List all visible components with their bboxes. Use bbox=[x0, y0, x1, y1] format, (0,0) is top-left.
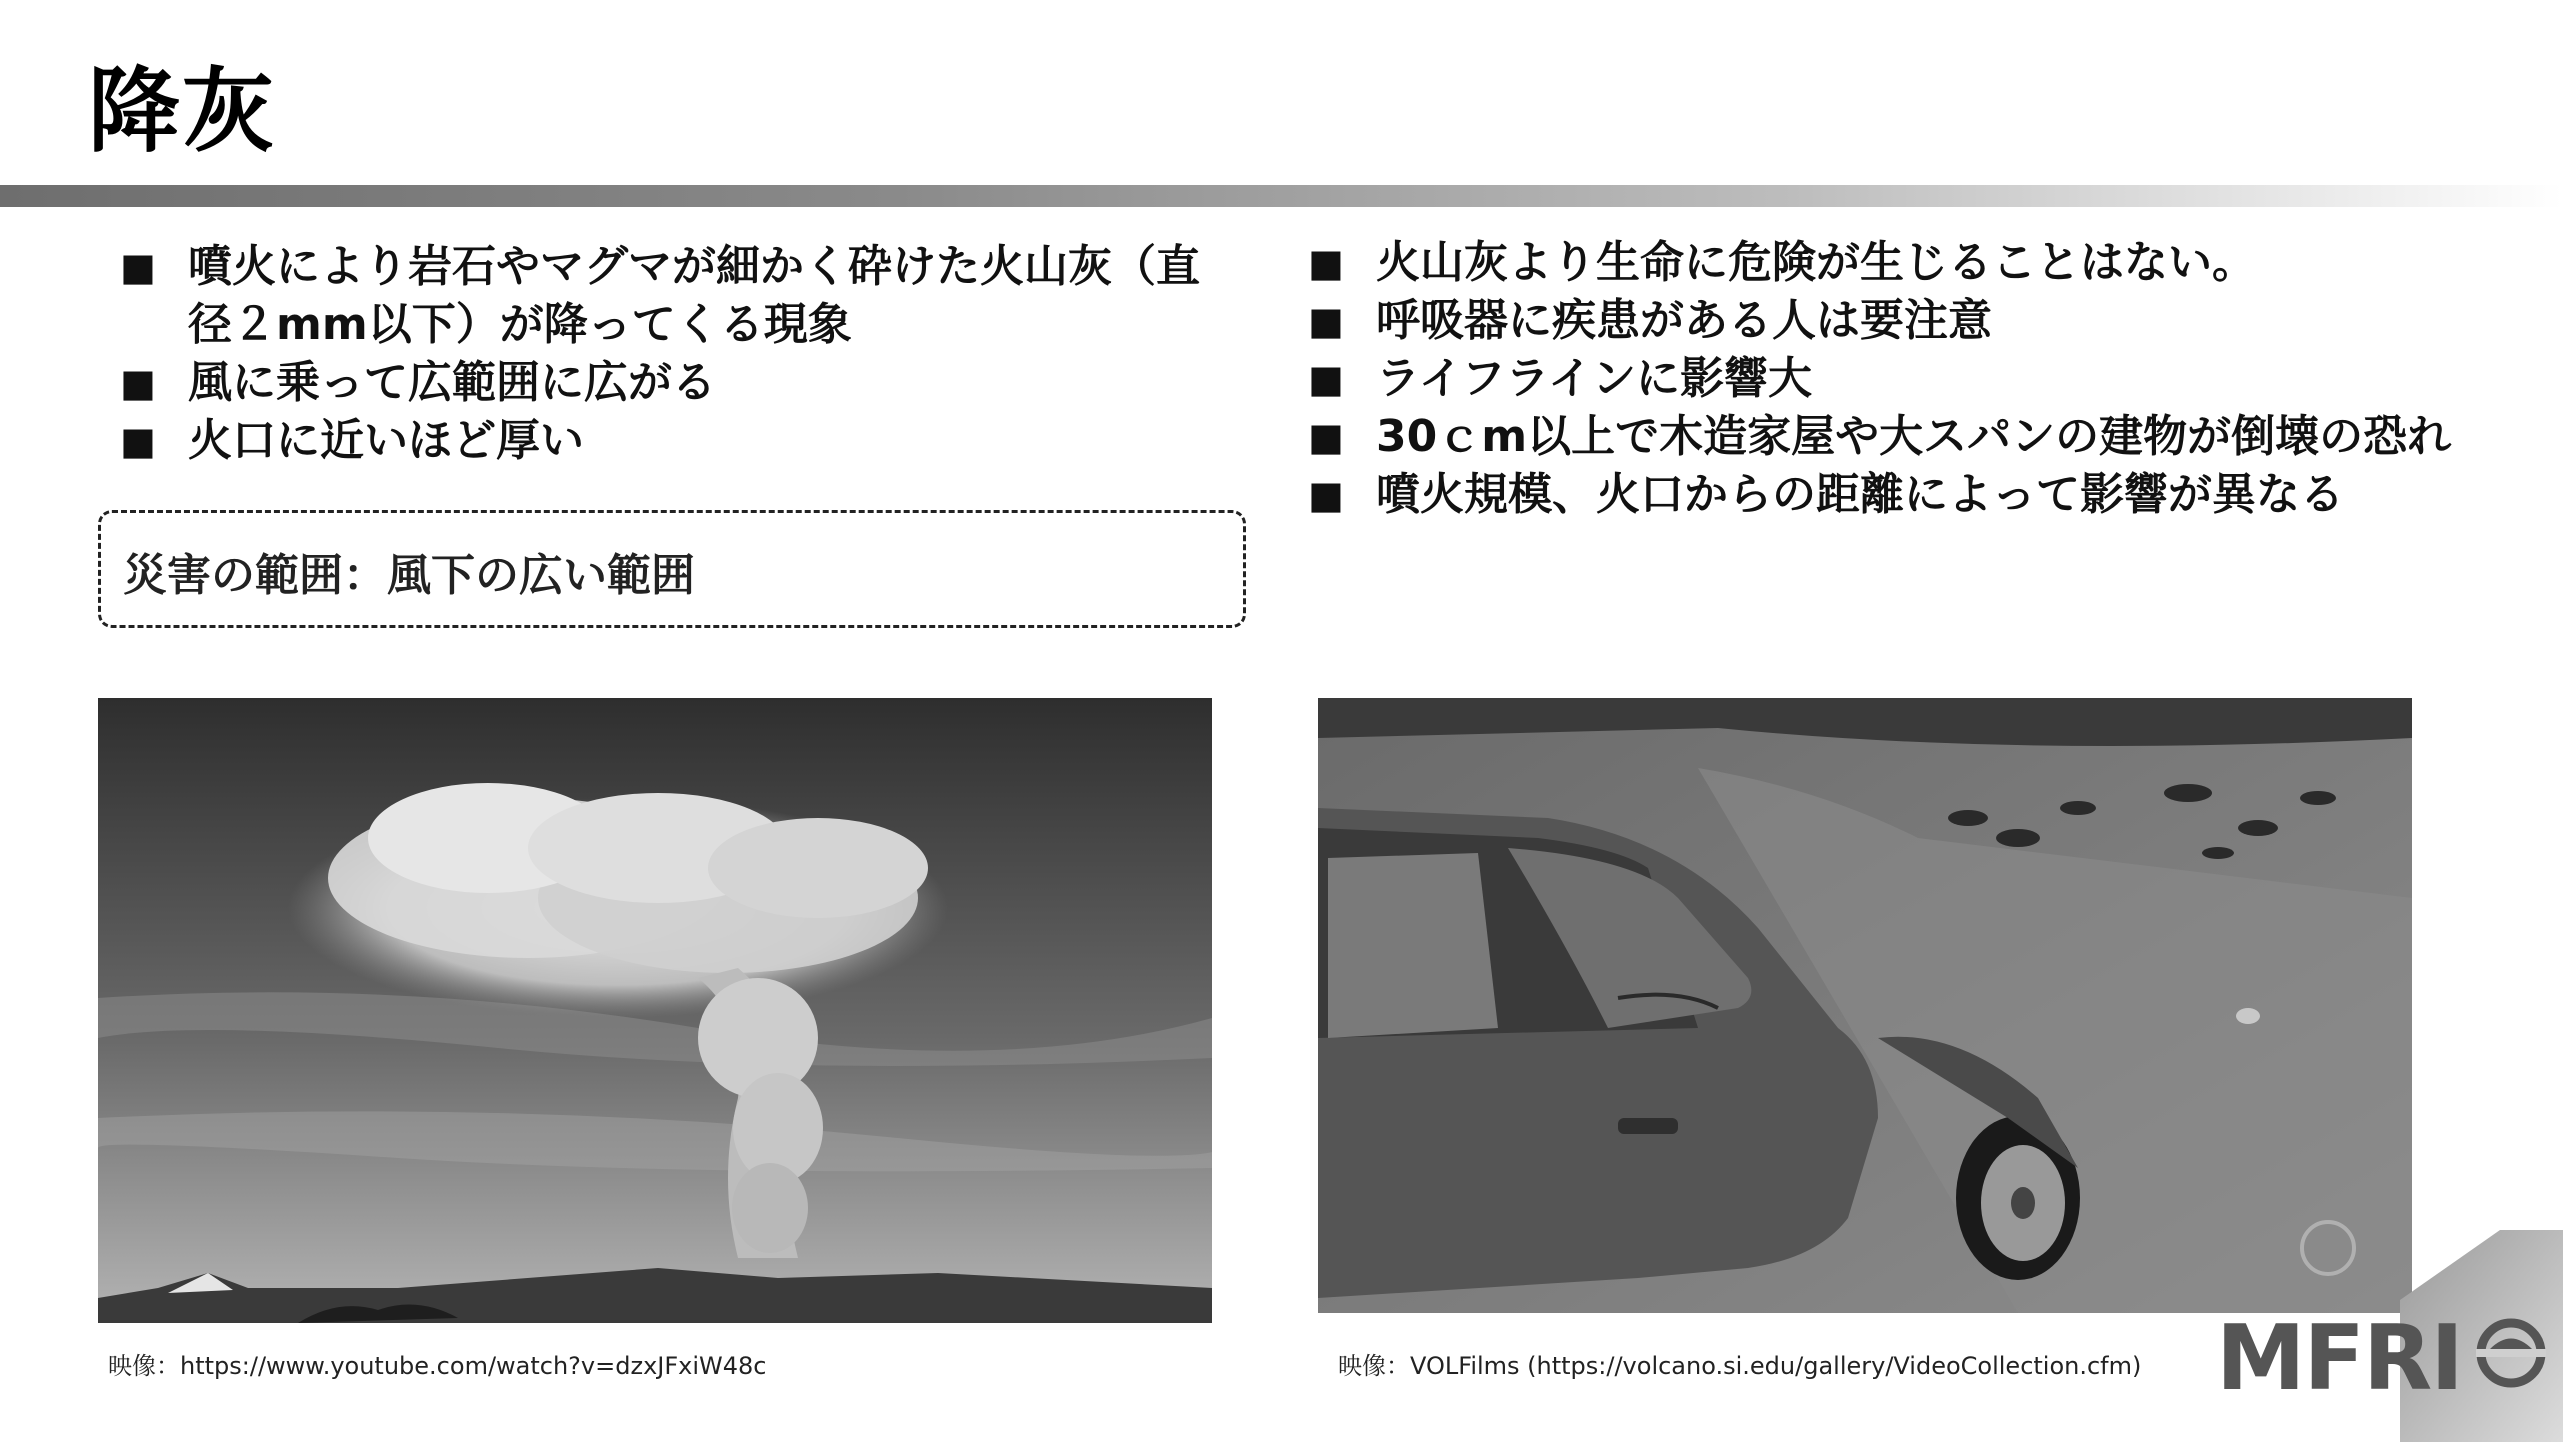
bullet-square-icon: ■ bbox=[1308, 299, 1344, 343]
list-item bbox=[1308, 408, 2508, 466]
bullet-square-icon: ■ bbox=[1308, 357, 1344, 401]
bullet-text: 噴火規模、火口からの距離によって影響が異なる bbox=[1376, 469, 2344, 520]
list-item bbox=[1308, 350, 2508, 408]
bullet-text: 呼吸器に疾患がある人は要注意 bbox=[1376, 295, 1992, 346]
list-item bbox=[1308, 292, 2508, 350]
bullet-text: 風に乗って広範囲に広がる bbox=[188, 357, 716, 408]
bullet-text: ライフラインに影響大 bbox=[1376, 353, 1813, 404]
bullet-square-icon: ■ bbox=[1308, 241, 1344, 285]
right-bullet-list bbox=[1308, 234, 2508, 524]
page-title: 降灰 bbox=[88, 58, 277, 165]
list-item bbox=[120, 412, 1230, 470]
bullet-square-icon: ■ bbox=[120, 419, 156, 463]
list-item bbox=[1308, 234, 2508, 292]
logo-text: MFRI bbox=[2216, 1306, 2462, 1411]
title-underline-bar bbox=[0, 185, 2563, 207]
bullet-text: 火口に近いほど厚い bbox=[188, 415, 584, 466]
caption-left: 映像：https://www.youtube.com/watch?v=dzxJFxiW48c bbox=[108, 1352, 767, 1380]
bullet-square-icon: ■ bbox=[120, 361, 156, 405]
list-item bbox=[120, 238, 1230, 354]
eruption-plume-photo bbox=[98, 698, 1212, 1323]
list-item bbox=[120, 354, 1230, 412]
bullet-square-icon: ■ bbox=[120, 245, 156, 289]
bullet-square-icon: ■ bbox=[1308, 473, 1344, 517]
circle-split-icon bbox=[2476, 1318, 2546, 1388]
bullet-text: 火山灰より生命に危険が生じることはない。 bbox=[1376, 237, 2256, 288]
disaster-range-text: 災害の範囲：風下の広い範囲 bbox=[123, 550, 695, 601]
left-bullet-list bbox=[120, 238, 1230, 470]
bullet-text: 30ｃm以上で木造家屋や大スパンの建物が倒壊の恐れ bbox=[1376, 411, 2452, 462]
bullet-text: 噴火により岩石やマグマが細かく砕けた火山灰（直径２mm以下）が降ってくる現象 bbox=[188, 241, 1200, 350]
disaster-range-box bbox=[98, 510, 1246, 628]
ash-covered-car-photo bbox=[1318, 698, 2412, 1313]
bullet-square-icon: ■ bbox=[1308, 415, 1344, 459]
caption-right: 映像：VOLFilms (https://volcano.si.edu/gallery/VideoCollection.cfm) bbox=[1338, 1352, 2142, 1380]
list-item bbox=[1308, 466, 2508, 524]
